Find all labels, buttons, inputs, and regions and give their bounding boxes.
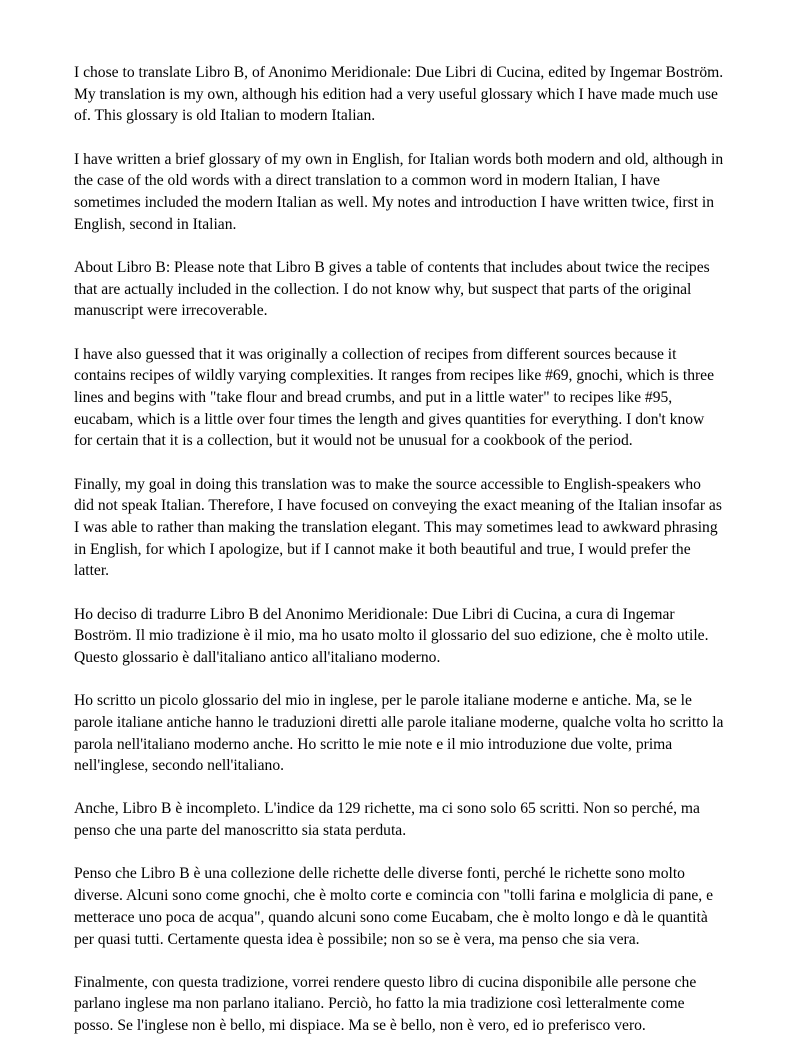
paragraph-italian-glossary: Ho scritto un picolo glossario del mio in inglese, per le parole italiane moderne e antiche. Ma, se le parole italiane antiche hanno le traduzioni diretti alle parole italiane moderne, qualche volta ho scritto la parola nell'italiano moderno anche. Ho scritto le mie note e il mio introduzione due volte, prima nell'inglese, secondo nell'italiano. [74, 692, 724, 775]
paragraph-english-collection: I have also guessed that it was originally a collection of recipes from different sources because it contains recipes of wildly varying complexities. It ranges from recipes like #69, gnochi, which is three lines and begins with "take flour and bread crumbs, and put in a little water" to recipes like #95, eucabam, which is a little over four times the length and gives quantities for everything. I don't know for certain that it is a collection, but it would not be unusual for a cookbook of the period. [74, 345, 715, 450]
document-body [74, 62, 724, 1058]
paragraph-italian-collection: Penso che Libro B è una collezione delle richette delle diverse fonti, perché le richette sono molto diverse. Alcuni sono come gnochi, che è molto corte e comincia con "tolli farina e molglicia di pane, e metterace uno poca de acqua", quando alcuni sono come Eucabam, che è molto longo e dà le quantità per quasi tutti. Certamente questa idea è possibile; non so se è vera, ma penso che sia vera. [74, 865, 714, 948]
paragraph-italian-intro: Ho deciso di tradurre Libro B del Anonimo Meridionale: Due Libri di Cucina, a cura di Ingemar Boström. Il mio tradizione è il mio, ma ho usato molto il glossario del suo edizione, che è molto utile. Questo glossario è dall'italiano antico all'italiano moderno. [74, 605, 709, 666]
paragraph-english-goal: Finally, my goal in doing this translation was to make the source accessible to English-speakers who did not speak Italian. Therefore, I have focused on conveying the exact meaning of the Italian insofar as I was able to rather than making the translation elegant. This may sometimes lead to awkward phrasing in English, for which I apologize, but if I cannot make it both beautiful and true, I would prefer the latter. [74, 475, 722, 580]
paragraph-english-intro: I chose to translate Libro B, of Anonimo Meridionale: Due Libri di Cucina, edited by Ingemar Boström. My translation is my own, although his edition had a very useful glossary which I have made much use of. This glossary is old Italian to modern Italian. [74, 64, 724, 125]
paragraph-english-about-libro-b: About Libro B: Please note that Libro B gives a table of contents that includes about twice the recipes that are actually included in the collection. I do not know why, but suspect that parts of the original manuscript were irrecoverable. [74, 258, 710, 320]
paragraph-english-glossary: I have written a brief glossary of my own in English, for Italian words both modern and old, although in the case of the old words with a direct translation to a common word in modern Italian, I have sometimes included the modern Italian as well. My notes and introduction I have written twice, first in English, second in Italian. [74, 150, 724, 233]
paragraph-italian-goal: Finalmente, con questa tradizione, vorrei rendere questo libro di cucina disponibile alle persone che parlano inglese ma non parlano italiano. Perciò, ho fatto la mia tradizione così letteralmente come posso. Se l'inglese non è bello, mi dispiace. Ma se è bello, non è vero, ed io preferisco vero. [74, 973, 697, 1035]
paragraph-italian-incomplete: Anche, Libro B è incompleto. L'indice da 129 richette, ma ci sono solo 65 scritti. Non so perché, ma penso che una parte del manoscritto sia stata perduta. [74, 800, 700, 840]
